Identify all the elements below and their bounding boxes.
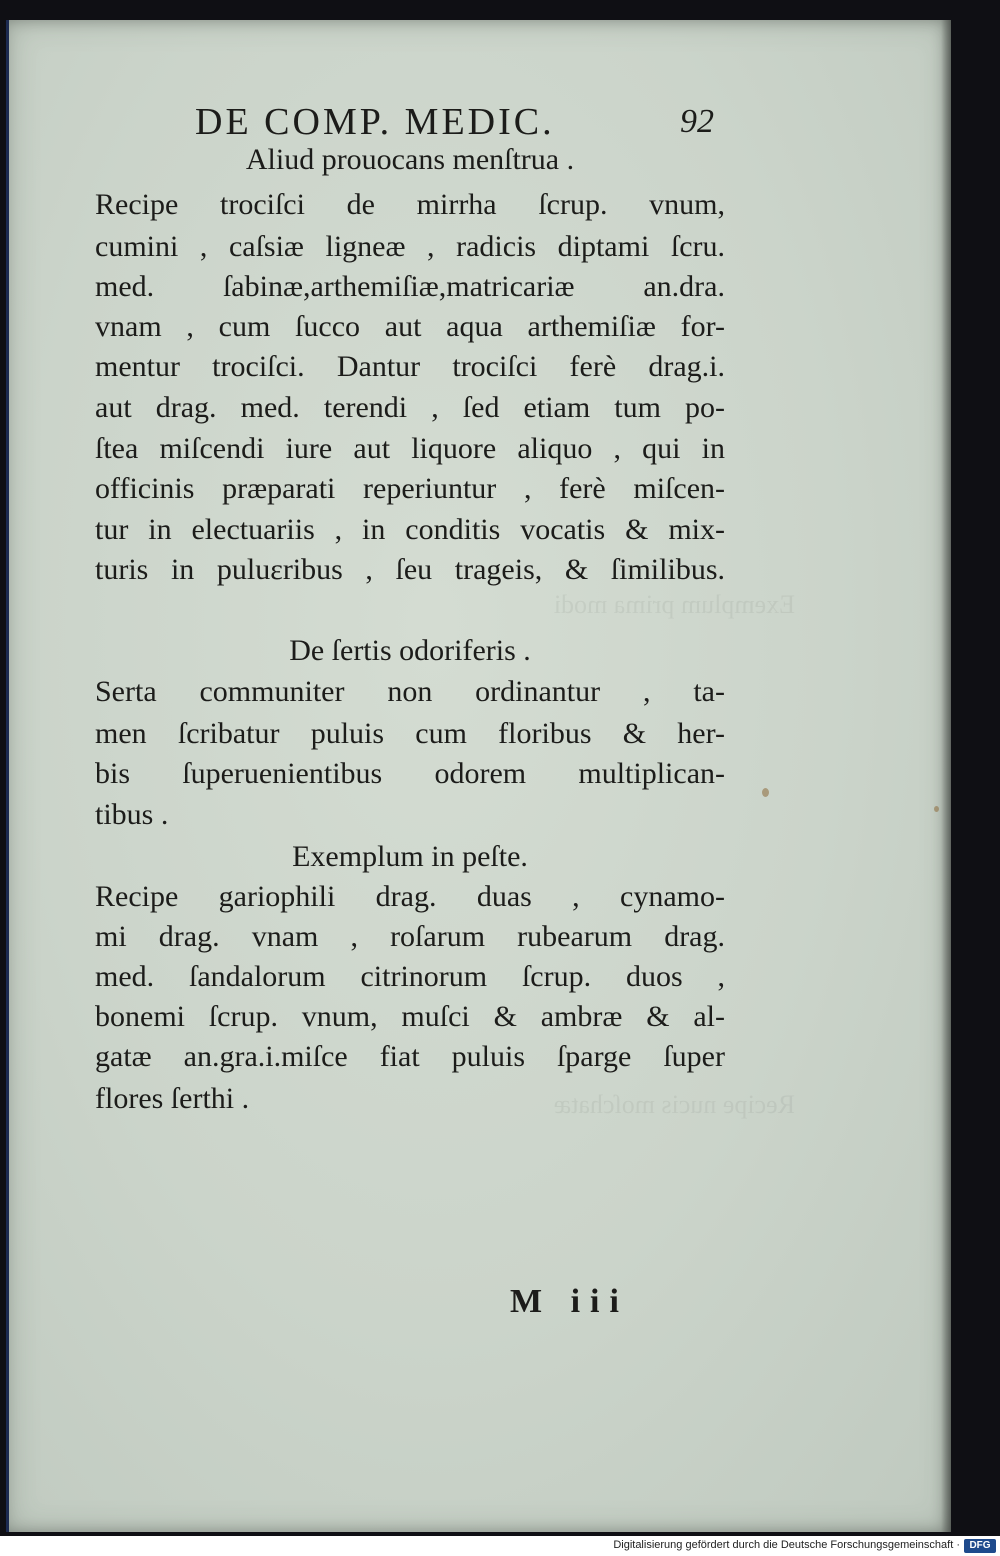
- foxing-spot: [762, 788, 769, 797]
- text-line: vnam , cum ſucco aut aqua arthemiſiæ for-: [95, 310, 725, 343]
- show-through-text: Recipe nucis moſchatæ: [553, 1090, 795, 1119]
- text-line: med. ſabinæ,arthemiſiæ,matricariæ an.dra.: [95, 270, 725, 303]
- text-line: ſtea miſcendi iure aut liquore aliquo , qui in: [95, 432, 725, 465]
- text-line: Recipe gariophili drag. duas , cynamo-: [95, 880, 725, 913]
- section-heading: De ſertis odoriferis .: [289, 634, 531, 667]
- digitization-footer: [0, 1536, 1000, 1556]
- text-line: Serta communiter non ordinantur , ta-: [95, 675, 725, 708]
- section-heading: Exemplum in peſte.: [292, 840, 528, 873]
- funding-credit: Digitalisierung gefördert durch die Deutsche Forschungsgemeinschaft ·: [613, 1539, 960, 1551]
- signature-mark: M iii: [510, 1283, 629, 1320]
- section-heading: Aliud prouocans menſtrua .: [245, 143, 575, 176]
- text-line: med. ſandalorum citrinorum ſcrup. duos ,: [95, 960, 725, 993]
- show-through-text: Exemplum prima modi: [553, 590, 795, 619]
- text-line: mentur trociſci. Dantur trociſci ferè drag.i.: [95, 350, 725, 383]
- dfg-logo[interactable]: DFG: [964, 1539, 996, 1553]
- foxing-spot: [934, 806, 939, 812]
- text-line: Recipe trociſci de mirrha ſcrup. vnum,: [95, 188, 725, 221]
- text-line: bonemi ſcrup. vnum, muſci & ambræ & al-: [95, 1000, 725, 1033]
- text-line: bis ſuperuenientibus odorem multiplican-: [95, 757, 725, 790]
- text-line: gatæ an.gra.i.miſce fiat puluis ſparge ſuper: [95, 1040, 725, 1073]
- text-line: cumini , caſsiæ ligneæ , radicis diptami ſcru.: [95, 230, 725, 263]
- page-number: 92: [680, 103, 714, 140]
- text-line: mi drag. vnam , roſarum rubearum drag.: [95, 920, 725, 953]
- text-line: tur in electuariis , in conditis vocatis & mix-: [95, 513, 725, 546]
- text-line: officinis præparati reperiuntur , ferè miſcen-: [95, 472, 725, 505]
- text-line: turis in puluεribus , ſeu trageis, & ſimilibus.: [95, 553, 725, 586]
- running-head: DE COMP. MEDIC.: [195, 101, 555, 143]
- text-line: flores ſerthi .: [95, 1082, 250, 1115]
- text-line: aut drag. med. terendi , ſed etiam tum po-: [95, 391, 725, 424]
- text-line: men ſcribatur puluis cum floribus & her-: [95, 717, 725, 750]
- page-shadow-edge: [941, 20, 951, 1532]
- text-line: tibus .: [95, 798, 169, 831]
